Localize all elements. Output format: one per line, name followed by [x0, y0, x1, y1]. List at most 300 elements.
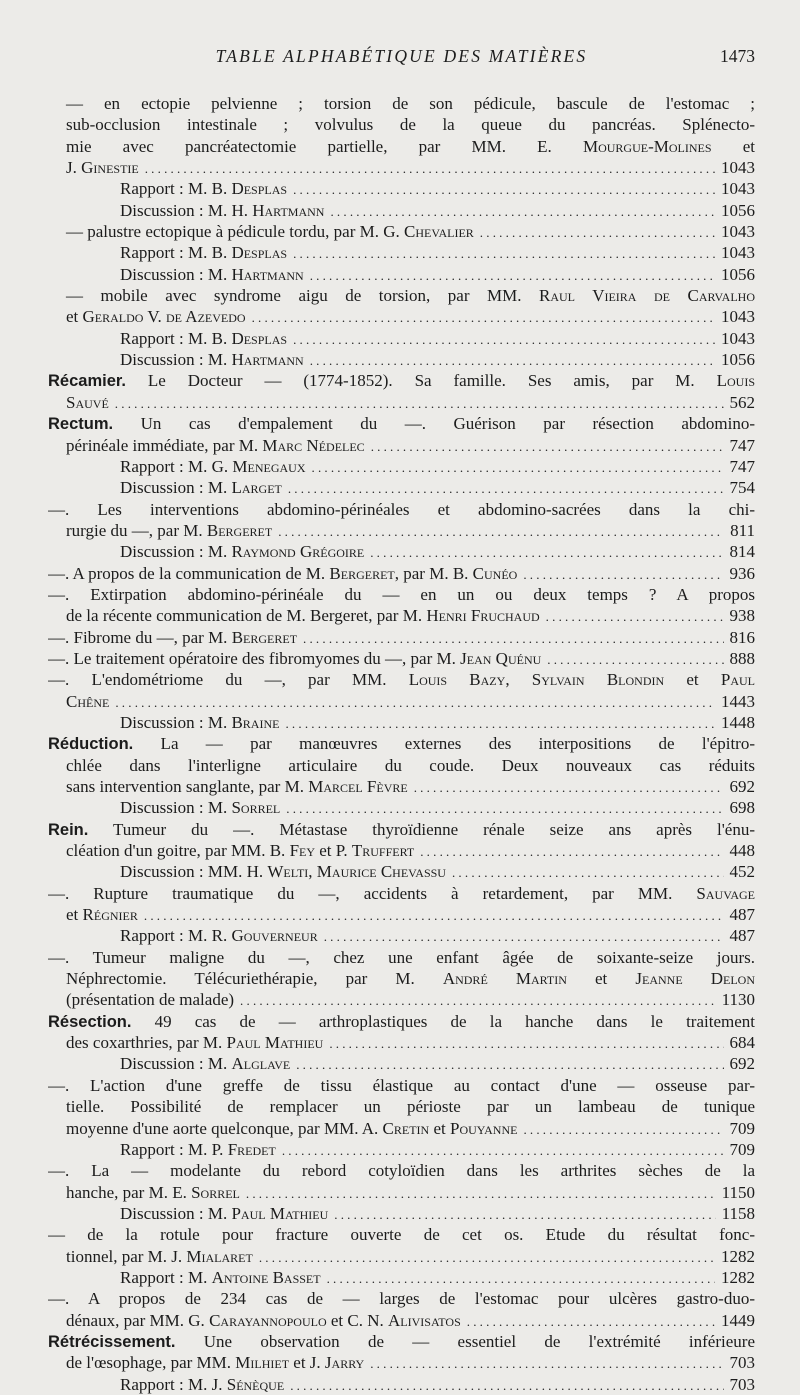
index-line: [48, 136, 755, 157]
author-name: Sylvain Blondin: [531, 670, 665, 690]
author-name: Chêne: [66, 691, 110, 711]
index-line: [48, 627, 755, 648]
index-line: [48, 1352, 755, 1373]
index-line: [48, 925, 755, 946]
dot-leader: [144, 905, 724, 925]
page-ref: 709: [729, 1139, 755, 1159]
page-ref: 1449: [721, 1310, 755, 1330]
dot-leader: [420, 841, 723, 861]
page-ref: 692: [729, 1054, 755, 1074]
index-line: [48, 178, 755, 199]
text-segment: rurgie du —, par M.: [66, 520, 207, 540]
text-segment: et: [66, 307, 83, 327]
text-segment: et: [664, 670, 721, 690]
index-line-text: [48, 585, 755, 604]
index-line-text: [66, 1310, 461, 1331]
author-name: Paul Mathieu: [231, 1203, 329, 1223]
page-ref: 1043: [721, 328, 755, 348]
index-line-text: [48, 1332, 755, 1351]
text-segment: Rapport : M. J.: [120, 1374, 227, 1394]
index-line-text: [66, 969, 755, 988]
page-ref: 448: [729, 841, 755, 861]
index-line-text: [66, 157, 139, 178]
page-ref: 1043: [721, 179, 755, 199]
text-segment: Rapport : M. B.: [120, 179, 232, 199]
index-line-text: [48, 820, 755, 839]
dot-leader: [293, 179, 715, 199]
index-line-text: [48, 1161, 755, 1180]
author-name: Desplas: [231, 328, 288, 348]
author-name: Sorrel: [231, 798, 281, 818]
index-line: [48, 285, 755, 306]
text-segment: — palustre ectopique à pédicule tordu, par M. G.: [66, 222, 405, 242]
page-ref: 1282: [721, 1246, 755, 1266]
author-name: Cretin: [382, 1118, 430, 1138]
page-number: 1473: [720, 46, 755, 66]
dot-leader: [334, 1204, 715, 1224]
text-segment: moyenne d'une aorte quelconque, par MM. A.: [66, 1118, 383, 1138]
dot-leader: [330, 201, 715, 221]
index-line-text: [120, 1267, 321, 1288]
index-line: [48, 883, 755, 904]
index-keyword: Récamier.: [48, 372, 126, 391]
page-ref: 936: [729, 563, 755, 583]
dot-leader: [329, 1033, 723, 1053]
index-line: [48, 712, 755, 733]
text-segment: (présentation de malade): [66, 990, 235, 1010]
index-line: [48, 819, 755, 840]
index-line: [48, 392, 755, 413]
index-entries: [48, 93, 755, 1395]
index-line: [48, 989, 755, 1010]
author-name: Larget: [231, 478, 282, 498]
dot-leader: [278, 521, 724, 541]
dot-leader: [523, 1119, 723, 1139]
index-line-text: [66, 286, 755, 305]
index-line: [48, 328, 755, 349]
text-segment: —. A propos de 234 cas de — larges de l'estomac pour ulcères gastro-duo-: [48, 1289, 755, 1309]
index-line: [48, 1203, 755, 1224]
text-segment: sans intervention sanglante, par M.: [66, 777, 309, 796]
author-name: Alglave: [231, 1054, 291, 1074]
page-ref: 1056: [721, 264, 755, 284]
index-line-text: [66, 1246, 253, 1267]
index-line-text: [66, 1097, 755, 1116]
dot-leader: [286, 798, 723, 818]
page-ref: 888: [729, 648, 755, 668]
text-segment: —. Tumeur maligne du —, chez une enfant âgée de soixante-seize jours.: [48, 947, 755, 967]
text-segment: Rapport : M. P.: [120, 1139, 228, 1159]
page-ref: 747: [729, 456, 755, 476]
text-segment: Un cas d'empalement du —. Guérison par résection abdomino-: [113, 414, 755, 434]
page-ref: 1130: [721, 990, 755, 1010]
page-ref: 487: [729, 926, 755, 946]
page-ref: 938: [729, 606, 755, 626]
index-keyword: Rétrécissement.: [48, 1332, 176, 1351]
author-name: Sorrel: [191, 1182, 240, 1202]
text-segment: Néphrectomie. Télécuriethérapie, par M.: [66, 969, 443, 989]
index-line: [48, 157, 755, 178]
dot-leader: [371, 436, 724, 456]
page-ref: 811: [730, 520, 755, 540]
dot-leader: [452, 862, 724, 882]
author-name: Bergeret: [231, 627, 298, 647]
index-line-text: [120, 1053, 290, 1074]
text-segment: Discussion : M. H.: [120, 200, 253, 220]
index-line-text: [66, 94, 755, 113]
page-ref: 816: [729, 627, 755, 647]
index-line: [48, 797, 755, 818]
index-line: [48, 541, 755, 562]
dot-leader: [312, 457, 724, 477]
index-line-text: [66, 989, 234, 1010]
page-ref: 1056: [721, 350, 755, 370]
index-line: [48, 499, 755, 520]
page-ref: 703: [729, 1353, 755, 1373]
dot-leader: [324, 926, 724, 946]
running-title: TABLE ALPHABÉTIQUE DES MATIÈRES: [215, 46, 588, 66]
index-line-text: [120, 178, 287, 199]
text-segment: —. La — modelante du rebord cotyloïdien dans les arthrites sèches de la: [48, 1161, 755, 1181]
author-name: Carayannopoulo: [209, 1310, 327, 1330]
dot-leader: [327, 1268, 715, 1288]
text-segment: cléation d'un goitre, par MM. B.: [66, 841, 290, 861]
text-segment: Rapport : M. B.: [120, 328, 232, 348]
index-line: [48, 584, 755, 605]
page-ref: 1043: [721, 307, 755, 327]
index-line: [48, 776, 755, 797]
index-line: [48, 93, 755, 114]
text-segment: —. Fibrome du —, par M.: [48, 627, 232, 647]
author-name: Milhiet: [235, 1353, 290, 1373]
index-line: [48, 904, 755, 925]
page-ref: 814: [729, 542, 755, 562]
index-line-text: [66, 776, 408, 797]
text-segment: tielle. Possibilité de remplacer un périoste par un lambeau de tunique: [66, 1097, 755, 1117]
dot-leader: [310, 350, 715, 370]
text-segment: Discussion : M.: [120, 1203, 232, 1223]
index-line-text: [120, 1374, 284, 1395]
text-segment: —. A propos de la communication de M.: [48, 563, 330, 583]
dot-leader: [290, 1375, 723, 1395]
page-ref: 1282: [721, 1267, 755, 1287]
index-line-text: [120, 861, 446, 882]
author-name: Maurice Chevassu: [316, 862, 446, 882]
text-segment: sub-occlusion intestinale ; volvulus de la queue du pancréas. Splénecto-: [66, 115, 755, 135]
dot-leader: [259, 1247, 715, 1267]
author-name: Paul: [720, 670, 755, 690]
author-name: Régnier: [82, 905, 138, 925]
text-segment: , par M. B.: [394, 563, 473, 583]
index-line: [48, 691, 755, 712]
dot-leader: [370, 1353, 723, 1373]
page-ref: 692: [729, 777, 755, 796]
index-line: [48, 1075, 755, 1096]
index-line: [48, 1160, 755, 1181]
author-name: Bergeret: [206, 520, 273, 540]
index-line: [48, 349, 755, 370]
index-line-text: [66, 1352, 364, 1373]
author-name: Jeanne Delon: [635, 969, 755, 989]
index-line: [48, 605, 755, 626]
text-segment: et P.: [315, 841, 352, 861]
index-line-text: [48, 414, 755, 433]
dot-leader: [310, 265, 715, 285]
author-name: Braine: [231, 712, 280, 732]
index-line-text: [120, 456, 306, 477]
author-name: Hartmann: [252, 200, 325, 220]
index-line-text: [120, 200, 324, 221]
dot-leader: [282, 1140, 724, 1160]
index-line: [48, 1374, 755, 1395]
index-line: [48, 413, 755, 434]
text-segment: des coxarthries, par M.: [66, 1033, 227, 1053]
page-ref: 754: [729, 478, 755, 498]
index-keyword: Rectum.: [48, 415, 114, 434]
dot-leader: [547, 649, 723, 669]
page-ref: 1043: [721, 243, 755, 263]
page-ref: 1448: [721, 712, 755, 732]
index-line-text: [66, 840, 414, 861]
text-segment: Rapport : M. B.: [120, 243, 232, 263]
index-line: [48, 1310, 755, 1331]
dot-leader: [288, 478, 724, 498]
index-line-text: [120, 712, 279, 733]
index-line: [48, 733, 755, 754]
dot-leader: [467, 1311, 715, 1331]
text-segment: hanche, par M. E.: [66, 1182, 192, 1202]
index-line: [48, 114, 755, 135]
author-name: Jean Quénu: [460, 648, 542, 668]
author-name: Louis: [716, 371, 755, 391]
index-line-text: [120, 1203, 328, 1224]
text-segment: de la récente communication de M. Bergeret, par M.: [66, 606, 427, 626]
index-line: [48, 242, 755, 263]
dot-leader: [296, 1054, 723, 1074]
author-name: Alivisatos: [388, 1310, 461, 1330]
index-line: [48, 1224, 755, 1245]
text-segment: J.: [66, 158, 82, 178]
index-line-text: [48, 1289, 755, 1308]
author-name: Desplas: [231, 243, 288, 263]
index-line-text: [48, 371, 755, 390]
text-segment: tionnel, par M. J.: [66, 1246, 187, 1266]
index-line-text: [66, 435, 365, 456]
text-segment: —. L'endométriome du —, par MM.: [48, 670, 409, 690]
index-line-text: [120, 264, 304, 285]
dot-leader: [115, 692, 715, 712]
index-line-text: [48, 884, 755, 903]
author-name: Fredet: [227, 1139, 276, 1159]
text-segment: Discussion : M.: [120, 1054, 232, 1074]
index-line: [48, 1032, 755, 1053]
index-line: [48, 1139, 755, 1160]
author-name: Ginestie: [81, 158, 139, 178]
author-name: Raymond Grégoire: [231, 542, 365, 562]
index-line-text: [66, 904, 138, 925]
page-ref: 1043: [721, 158, 755, 178]
author-name: Raul Vieira de Carvalho: [539, 286, 755, 306]
index-line-text: [66, 221, 474, 242]
author-name: Sauvé: [66, 392, 109, 412]
index-line-text: [48, 734, 755, 753]
page-ref: 452: [729, 862, 755, 882]
dot-leader: [285, 713, 715, 733]
author-name: Mialaret: [186, 1246, 253, 1266]
text-segment: et: [566, 969, 636, 989]
page-ref: 703: [729, 1374, 755, 1394]
text-segment: dénaux, par MM. G.: [66, 1310, 210, 1330]
index-line-text: [120, 925, 318, 946]
dot-leader: [246, 1183, 716, 1203]
text-segment: et: [429, 1118, 450, 1138]
index-keyword: Rein.: [48, 820, 89, 839]
index-line-text: [66, 115, 755, 134]
text-segment: et: [711, 136, 755, 156]
text-segment: Tumeur du —. Métastase thyroïdienne rénale seize ans après l'énu-: [88, 819, 755, 839]
index-line-text: [120, 541, 364, 562]
text-segment: Discussion : M.: [120, 264, 232, 284]
index-line-text: [120, 349, 304, 370]
text-segment: — mobile avec syndrome aigu de torsion, par MM.: [66, 286, 539, 306]
text-segment: ,: [308, 862, 317, 882]
index-line: [48, 1182, 755, 1203]
index-line-text: [66, 756, 755, 775]
text-segment: — en ectopie pelvienne ; torsion de son pédicule, bascule de l'estomac ;: [66, 94, 755, 113]
index-line-text: [120, 1139, 276, 1160]
index-line: [48, 221, 755, 242]
index-line: [48, 520, 755, 541]
index-line: [48, 477, 755, 498]
author-name: Fey: [289, 841, 316, 861]
index-line: [48, 861, 755, 882]
dot-leader: [480, 222, 715, 242]
index-line-text: [120, 328, 287, 349]
index-line-text: [48, 1225, 755, 1244]
author-name: Cunéo: [472, 563, 518, 583]
text-segment: Une observation de — essentiel de l'extrémité inférieure: [175, 1331, 755, 1351]
dot-leader: [252, 307, 715, 327]
index-line-text: [48, 948, 755, 967]
index-line-text: [66, 605, 540, 626]
page-ref: 684: [729, 1033, 755, 1053]
text-segment: Discussion : M.: [120, 712, 232, 732]
index-line-text: [48, 563, 517, 584]
page-ref: 709: [729, 1118, 755, 1138]
text-segment: —. L'action d'une greffe de tissu élastique au contact d'une — osseuse par-: [48, 1075, 755, 1095]
author-name: Menegaux: [232, 456, 306, 476]
dot-leader: [115, 393, 724, 413]
author-name: Pouyanne: [450, 1118, 518, 1138]
dot-leader: [303, 628, 723, 648]
index-line-text: [120, 797, 280, 818]
text-segment: Rapport : M.: [120, 1267, 212, 1287]
index-line-text: [66, 520, 272, 541]
index-line: [48, 1011, 755, 1032]
index-line: [48, 1118, 755, 1139]
index-line: [48, 1331, 755, 1352]
author-name: Chevalier: [404, 222, 474, 242]
text-segment: ,: [505, 670, 532, 690]
author-name: Truffert: [351, 841, 415, 861]
author-name: Desplas: [231, 179, 288, 199]
index-line-text: [66, 306, 246, 327]
text-segment: et: [66, 905, 83, 925]
text-segment: mie avec pancréatectomie partielle, par MM. E.: [66, 136, 583, 156]
index-line: [48, 563, 755, 584]
page-ref: 562: [729, 392, 755, 412]
text-segment: de l'œsophage, par MM.: [66, 1353, 236, 1373]
text-segment: —. Rupture traumatique du —, accidents à retardement, par MM.: [48, 883, 697, 903]
author-name: André Martin: [442, 969, 567, 989]
text-segment: Discussion : MM. H.: [120, 862, 268, 882]
author-name: Louis Bazy: [408, 670, 506, 690]
author-name: Hartmann: [231, 264, 304, 284]
index-keyword: Résection.: [48, 1012, 132, 1031]
index-line: [48, 840, 755, 861]
page-ref: 698: [729, 798, 755, 818]
text-segment: —. Extirpation abdomino-périnéale du — en un ou deux temps ? A propos: [48, 584, 755, 604]
index-line-text: [66, 691, 109, 712]
text-segment: périnéale immédiate, par M.: [66, 435, 263, 455]
index-line: [48, 264, 755, 285]
text-segment: Discussion : M.: [120, 542, 232, 562]
index-line-text: [120, 477, 282, 498]
author-name: Welti: [267, 862, 309, 882]
text-segment: — de la rotule pour fracture ouverte de cet os. Etude du résultat fonc-: [48, 1225, 755, 1245]
text-segment: Rapport : M. G.: [120, 456, 233, 476]
text-segment: Discussion : M.: [120, 350, 232, 370]
text-segment: 49 cas de — arthroplastiques de la hanche dans le traitement: [131, 1011, 755, 1031]
index-line: [48, 755, 755, 776]
index-line: [48, 435, 755, 456]
index-line-text: [66, 1118, 517, 1139]
index-line: [48, 1246, 755, 1267]
dot-leader: [414, 777, 724, 797]
index-line-text: [48, 627, 297, 648]
dot-leader: [240, 990, 716, 1010]
index-line: [48, 370, 755, 391]
author-name: Sauvage: [696, 883, 755, 903]
index-line: [48, 306, 755, 327]
index-line: [48, 947, 755, 968]
text-segment: —. Le traitement opératoire des fibromyomes du —, par M.: [48, 648, 461, 668]
author-name: Mourgue-Molines: [582, 136, 712, 156]
index-keyword: Réduction.: [48, 735, 134, 754]
dot-leader: [523, 564, 723, 584]
page-ref: 1150: [721, 1182, 755, 1202]
index-line: [48, 648, 755, 669]
index-line-text: [48, 648, 541, 669]
page-header: [48, 46, 755, 72]
page-ref: 1443: [721, 691, 755, 711]
page-ref: 747: [729, 435, 755, 455]
page-ref: 1056: [721, 200, 755, 220]
text-segment: Le Docteur — (1774-1852). Sa famille. Ses amis, par M.: [125, 371, 717, 391]
index-line-text: [66, 392, 109, 413]
index-line: [48, 200, 755, 221]
author-name: Henri Fruchaud: [426, 606, 540, 626]
index-line: [48, 456, 755, 477]
index-line: [48, 669, 755, 690]
author-name: Paul Mathieu: [226, 1033, 324, 1053]
author-name: Hartmann: [231, 350, 304, 370]
author-name: Jarry: [324, 1353, 365, 1373]
author-name: Marc Nédelec: [262, 435, 365, 455]
dot-leader: [293, 243, 715, 263]
index-line: [48, 968, 755, 989]
author-name: Antoine Basset: [211, 1267, 321, 1287]
